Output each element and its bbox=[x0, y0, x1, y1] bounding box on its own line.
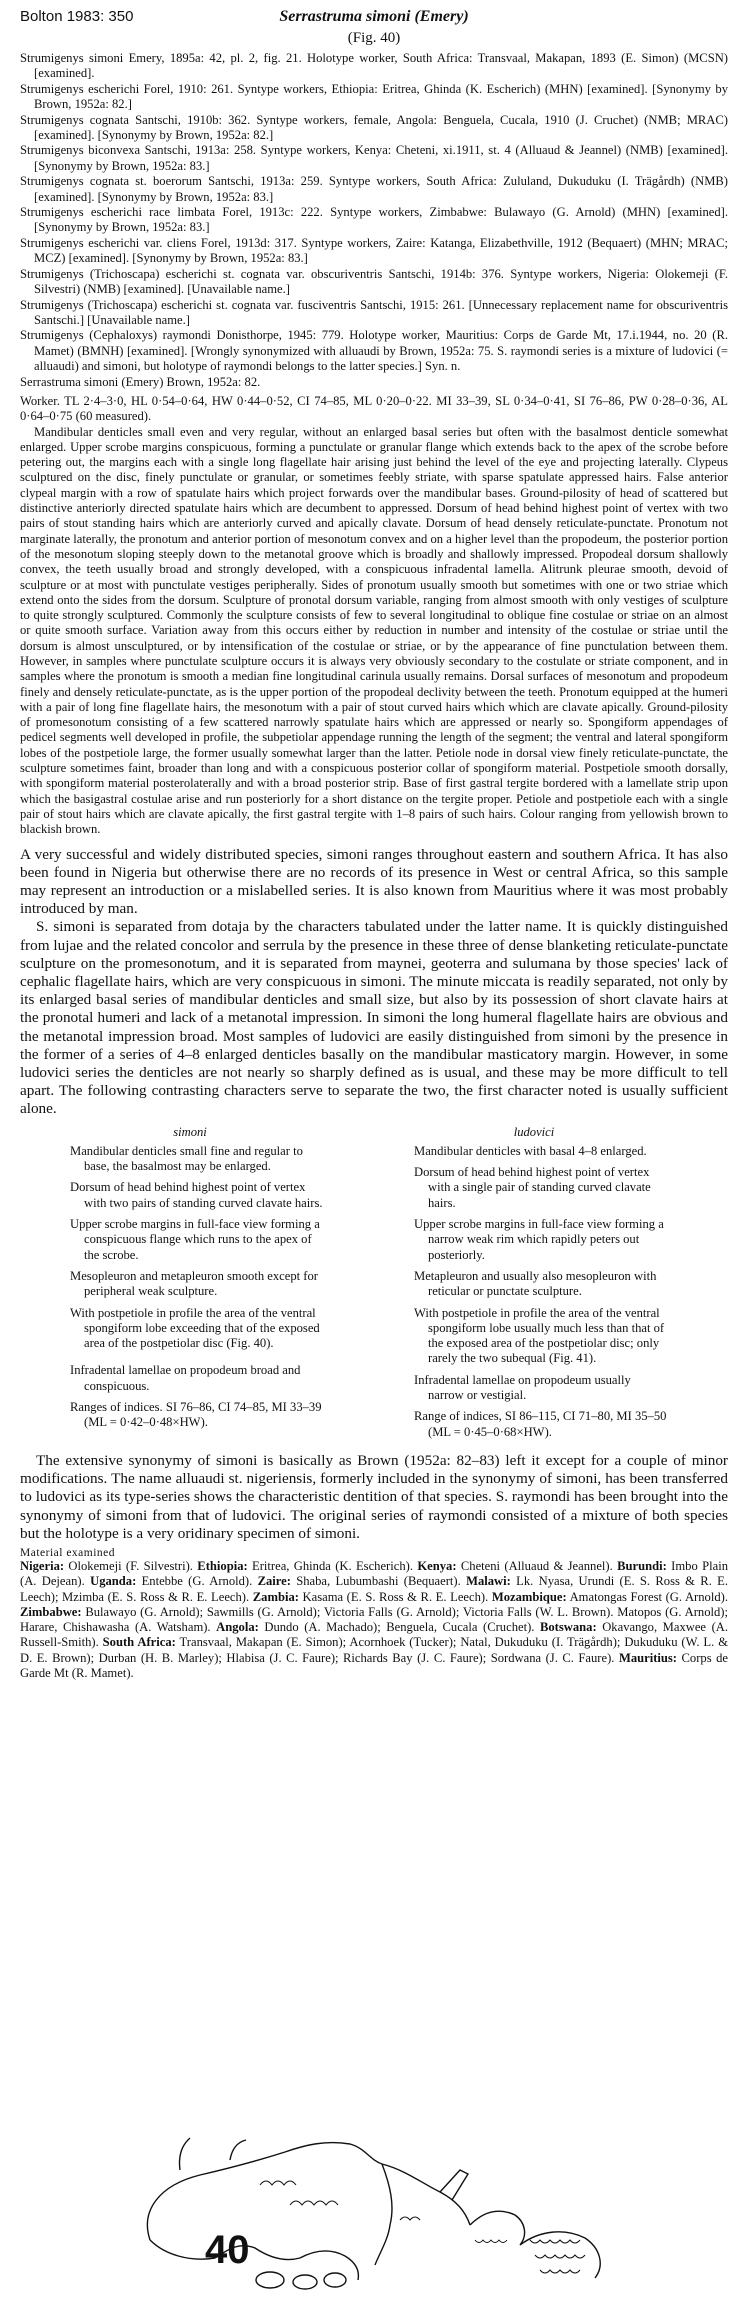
locality: Amatongas Forest (G. Arnold). bbox=[566, 1589, 728, 1604]
country: Botswana: bbox=[539, 1620, 597, 1635]
character: Ranges of indices. SI 76–86, CI 74–85, MI 33–39 (ML = 0·42–0·48×HW). bbox=[70, 1400, 322, 1430]
character: Dorsum of head behind highest point of vertex with a single pair of standing curved clavate hairs. bbox=[414, 1165, 651, 1210]
synonymy-entry: Strumigenys (Trichoscapa) escherichi st. cognata var. obscuriventris Santschi, 1914b: 376. Syntype workers, Nigeria: Olokemeji (F. Silvestri) (NMB) [examined]. [Unavailable name.] bbox=[20, 266, 728, 297]
spongiform-pattern bbox=[530, 2240, 580, 2243]
character: With postpetiole in profile the area of the ventral spongiform lobe exceeding that of the exposed area of the postpetiolar disc (Fig. 40). bbox=[70, 1305, 320, 1351]
character: Mesopleuron and metapleuron smooth except for peripheral weak sculpture. bbox=[70, 1268, 318, 1299]
spongiform-pattern bbox=[540, 2270, 580, 2273]
character: Infradental lamellae on propodeum usually narrow or vestigial. bbox=[414, 1372, 631, 1403]
species-title: Serrastruma simoni (Emery) bbox=[279, 8, 469, 25]
figure-number: 40 bbox=[205, 2228, 250, 2272]
discussion-paragraph: A very successful and widely distributed species, simoni ranges throughout eastern and southern Africa. It has also been found in Nigeria but otherwise there are no records of its presence in West or central Africa, so this sample may represent an introduction or a mislabelled series. It is also known from Mauritius where it was most probably introduced by man. bbox=[20, 845, 728, 918]
flagellate-hair bbox=[230, 2140, 246, 2160]
country: Zimbabwe: bbox=[20, 1604, 82, 1619]
locality: Shaba, Lubumbashi (Bequaert). bbox=[290, 1574, 461, 1589]
propodeum-outline bbox=[375, 2164, 392, 2265]
worker-measurements: Worker. TL 2·4–3·0, HL 0·54–0·64, HW 0·44–0·52, CI 74–85, ML 0·20–0·22. MI 33–39, SL 0·34–0·41, SI 76–86, PW 0·28–0·36, AL 0·64–0·75 (60 measured). bbox=[20, 393, 728, 424]
flagellate-hair bbox=[179, 2138, 190, 2170]
synonymy-entry: Strumigenys (Cephaloxys) raymondi Donisthorpe, 1945: 779. Holotype worker, Mauritius: Corps de Garde Mt, 17.i.1944, no. 20 (R. Mamet) (BMNH) [examined]. [Wrongly synonymized with alluaudi by Brown, 1952a: 75. S. raymondi series is a mixture of ludovici (= alluaudi) and simoni, but holotype of raymondi belongs to the latter species.] Syn. n. bbox=[20, 328, 728, 374]
character: Range of indices, SI 86–115, CI 71–80, MI 35–50 (ML = 0·45–0·68×HW). bbox=[414, 1409, 667, 1439]
synonymy-entry: Strumigenys cognata Santschi, 1910b: 362. Syntype workers, female, Angola: Benguela, Cucala, 1910 (J. Cruchet) (NMB; MRAC) [examined]. [Synonymy by Brown, 1952a: 82.] bbox=[20, 112, 728, 143]
synonymy-entry: Strumigenys escherichi race limbata Forel, 1913c: 222. Syntype workers, Zimbabwe: Bulawayo (G. Arnold) (MHN) [examined]. [Synonymy by Brown, 1952a: 83.] bbox=[20, 205, 728, 235]
ant-profile-illustration bbox=[120, 2130, 640, 2290]
country: Mauritius: bbox=[618, 1650, 678, 1665]
locality: Bulawayo (G. Arnold); Sawmills (G. Arnold); Victoria Falls (G. Arnold); Victoria Falls (W. L. Brown). Matopos (G. Arnold); Harare, Chishawasha (A. Watsham). bbox=[20, 1604, 728, 1635]
discussion-paragraph: S. simoni is separated from dotaja by the characters tabulated under the latter name. It is quickly distinguished from lujae and the related concolor and serrula by the presence in these three of dense blanketing reticulate-punctate sculpture on the promesonotum, and it is separated from maynei, geoterra and sulumana by those species' lack of cephalic flagellate hairs, which are very conspicuous in simoni. The minute miccata is readily separated, not only by its enlarged basal series of mandibular denticles and small size, but also by its possession of short clavate hairs at the pronotal humeri and lack of a metanotal impression. In simoni the long humeral flagellate hairs are obvious and the metanotal impression broad. Most samples of ludovici are easily distinguished from simoni by the presence in the former of a series of 4–8 enlarged denticles basally on the mandibular masticatory margin. However, in some ludovici series the denticles are not nearly so sharply defined as is usual, and these may be more difficult to tell apart. The following contrasting characters serve to separate the two, the first character noted is usually sufficient alone. bbox=[20, 918, 728, 1118]
propodeal-spine bbox=[440, 2170, 468, 2200]
synonymy-entry: Strumigenys cognata st. boerorum Santschi, 1913a: 259. Syntype workers, South Africa: Zululand, Dukuduku (I. Trägårdh) (NMB) [examined]. [Synonymy by Brown, 1952a: 83.] bbox=[20, 174, 728, 204]
material-heading: Material examined bbox=[20, 1546, 116, 1559]
synonymy-discussion: The extensive synonymy of simoni is basically as Brown (1952a: 82–83) left it except for a couple of minor modifications. The name alluaudi st. nigeriensis, formerly included in the synonymy of simoni, has been transferred to ludovici as its type-series shows the characteristic dentition of that species. S. raymondi has been brought into the synonymy of simoni from that of ludovici. The original series of raymondi consisted of a mixture of both species but the holotype is a very oridinary specimen of simoni. bbox=[20, 1451, 728, 1542]
figure-reference: (Fig. 40) bbox=[347, 30, 401, 46]
sculpture-pattern bbox=[400, 2217, 420, 2220]
synonymy-entry: Serrastruma simoni (Emery) Brown, 1952a: 82. bbox=[20, 374, 261, 389]
locality: Corps de Garde Mt (R. Mamet). bbox=[20, 1650, 728, 1681]
country: Zaire: bbox=[257, 1574, 291, 1589]
column-heading: ludovici bbox=[513, 1124, 555, 1139]
character: Mandibular denticles with basal 4–8 enlarged. bbox=[414, 1143, 647, 1158]
character: Metapleuron and usually also mesopleuron with reticular or punctate sculpture. bbox=[414, 1268, 657, 1299]
material-list bbox=[20, 1559, 728, 1681]
petiole-outline bbox=[470, 2211, 525, 2245]
country: South Africa: bbox=[102, 1635, 176, 1650]
synonymy-entry: Strumigenys (Trichoscapa) escherichi st. cognata var. fusciventris Santschi, 1915: 261. [Unnecessary replacement name for obscuriventris Santschi.] [Unavailable name.] bbox=[20, 297, 728, 327]
column-heading: simoni bbox=[173, 1124, 207, 1139]
character: Upper scrobe margins in full-face view forming a conspicuous flange which runs to the apex of the scrobe. bbox=[70, 1217, 320, 1262]
locality: Kasama (E. S. Ross & R. E. Leech). bbox=[298, 1589, 489, 1604]
page-header bbox=[20, 8, 728, 28]
worker-characters: Mandibular denticles small even and very regular, without an enlarged basal series but often with the basalmost denticle somewhat enlarged. Upper scrobe margins conspicuous, forming a punctulate or granular flange which extends back to the apex of the scrobe before petering out, the margins each with a single long flagellate hair arising just behind the level of the eye and projecting laterally. Clypeus sculptured on the disc, finely punctulate or granular, or sometimes feebly striate, with sparse spatulate appressed hairs. False anterior clypeal margin with a row of spatulate hairs which project forwards over the mandibular bases. Ground-pilosity of head of scattered but distinctive anteriorly directed spatulate hairs which are decumbent to appressed. Dorsum of head behind highest point of vertex with two pairs of stout standing hairs which are anteriorly curved and apically clavate. Dorsum of head densely reticulate-punctate. Pronotum not marginate laterally, the pronotum and anterior portion of mesonotum convex and on a higher level than the propodeum, the posterior portion of the mesonotum sloping steeply down to the metanotal groove which is broadly and shallowly impressed. Propodeal dorsum shallowly convex, the teeth usually broad and strongly developed, with a conspicuous infradental lamella. Alitrunk pleurae smooth, devoid of sculpture or at most with punctulate vestiges peripherally. Sides of pronotum usually smooth but sometimes with one or two striae which extend onto the sides from the dorsum. Sculpture of pronotal dorsum variable, ranging from almost smooth with only vestiges of sculpture to quite strongly sculptured. Commonly the sculpture consists of few to several longitudinal to oblique fine costulae or striae on an almost or quite smooth surface. Variation away from this occurs either by reduction in number and intensity of the costulae or striae until the dorsum is almost unsculptured, or by intensification of the costulae or striae, or by the appearance of fine punctulation between them. However, in samples where punctulate sculpture occurs it is always very obviously secondary to the costulate or striate component, and in samples where the pronotum is smooth a median fine longitudinal carinula usually remains. Dorsal surfaces of mesonotum and propodeum finely and densely reticulate-punctate, as is the upper portion of the propodeal declivity between the teeth. Pronotum equipped at the humeri with a pair of long fine flagellate hairs, the mesonotum with a pair of stout curved hairs which which are clavate apically. Ground-pilosity of promesonotum consisting of a few scattered narrowly spatulate hairs which are appressed or nearly so. Spongiform appendages of pedicel segments well developed in profile, the subpetiolar appendage running the length of the segment; the ventral and lateral spongiform lobes of the postpetiole large, the former usually somewhat larger than the latter. Petiole node in dorsal view finely reticulate-punctate, the sculpture sometimes faint, broader than long and with a conspicuous posterior collar of spongiform material. Postpetiole smooth dorsally, with spongiform material posterolaterally and with a broad posterior strip. Base of first gastral tergite bordered with a lamellate strip upon which the basigastral costulae arise and run posteriorly for a short distance on the tergite proper. Petiole and postpetiole each with a single pair of stout hairs which are clavate apically, the first gastral tergite with 1–8 pairs of such hairs. Colour ranging from yellowish brown to blackish brown. bbox=[20, 424, 728, 837]
synonymy-entry: Strumigenys escherichi var. cliens Forel, 1913d: 317. Syntype workers, Zaire: Katanga, Elizabethville, 1912 (Bequaert) (MHN; MRAC; MCZ) [examined]. [Synonymy by Brown, 1952a: 83.] bbox=[20, 235, 728, 266]
postpetiole-outline bbox=[520, 2232, 600, 2278]
worker-description bbox=[20, 394, 728, 838]
leg-segment bbox=[256, 2272, 284, 2288]
locality: Imbo Plain (A. Dejean). bbox=[20, 1558, 728, 1589]
alitrunk-outline bbox=[147, 2143, 470, 2240]
country: Angola: bbox=[216, 1620, 259, 1635]
comparison-column-ludovici bbox=[374, 1125, 728, 1446]
country: Nigeria: bbox=[20, 1558, 65, 1573]
country: Mozambique: bbox=[491, 1589, 567, 1604]
character: Infradental lamellae on propodeum broad and conspicuous. bbox=[70, 1363, 301, 1393]
spongiform-pattern bbox=[535, 2255, 585, 2258]
locality: Entebbe (G. Arnold). bbox=[136, 1574, 253, 1589]
synonymy-entry: Strumigenys escherichi Forel, 1910: 261. Syntype workers, Ethiopia: Eritrea, Ghinda (K. Escherich) (MHN) [examined]. [Synonymy by Brown, 1952a: 82.] bbox=[20, 81, 728, 112]
character: Mandibular denticles small fine and regular to base, the basalmost may be enlarged. bbox=[70, 1143, 303, 1174]
country: Zambia: bbox=[252, 1589, 299, 1604]
character: With postpetiole in profile the area of the ventral spongiform lobe usually much less than that of the exposed area of the postpetiolar disc; only rarely the two subequal (Fig. 41). bbox=[414, 1305, 665, 1366]
country: Ethiopia: bbox=[197, 1558, 248, 1573]
discussion bbox=[20, 846, 728, 1119]
reference: Bolton 1983: 350 bbox=[20, 8, 134, 25]
character: Upper scrobe margins in full-face view forming a narrow weak rim which rapidly peters out posteriorly. bbox=[414, 1217, 664, 1262]
synonymy-entry: Strumigenys biconvexa Santschi, 1913a: 258. Syntype workers, Kenya: Cheteni, xi.1911, st. 4 (Alluaud & Jeannel) (NMB) [examined]. [Synonymy by Brown, 1952a: 83.] bbox=[20, 143, 728, 173]
page bbox=[20, 8, 728, 1681]
locality: Okavango, Maxwee (A. Russell-Smith). bbox=[20, 1620, 729, 1650]
country: Kenya: bbox=[417, 1558, 457, 1573]
country: Malawi: bbox=[466, 1574, 511, 1589]
comparison-table bbox=[20, 1125, 728, 1446]
spongiform-pattern bbox=[475, 2240, 507, 2243]
locality: Olokemeji (F. Silvestri). bbox=[64, 1558, 193, 1573]
locality: Cheteni (Alluaud & Jeannel). bbox=[456, 1558, 613, 1573]
locality: Lk. Nyasa, Urundi (E. S. Ross & R. E. Leech); Mzimba (E. S. Ross & R. E. Leech). bbox=[20, 1574, 728, 1604]
comparison-column-simoni bbox=[20, 1125, 374, 1446]
country: Burundi: bbox=[617, 1558, 667, 1573]
locality: Dundo (A. Machado); Benguela, Cucala (Cruchet). bbox=[258, 1620, 535, 1635]
synonymy-entry: Strumigenys simoni Emery, 1895a: 42, pl. 2, fig. 21. Holotype worker, South Africa: Transvaal, Makapan, 1893 (E. Simon) (MCSN) [examined]. bbox=[20, 51, 728, 81]
locality: Transvaal, Makapan (E. Simon); Acornhoek (Tucker); Natal, Dukuduku (I. Trägårdh); Dukuduku (W. L. & D. E. Brown); Durban (H. B. Marley); Hlabisa (J. C. Faure); Richards Bay (J. C. Faure); Sordwana (J. C. Faure). bbox=[20, 1635, 728, 1665]
sculpture-pattern bbox=[260, 2181, 296, 2185]
leg-segment bbox=[324, 2273, 346, 2287]
sculpture-pattern bbox=[290, 2201, 338, 2205]
locality: Eritrea, Ghinda (K. Escherich). bbox=[247, 1558, 413, 1573]
country: Uganda: bbox=[90, 1574, 137, 1589]
character: Dorsum of head behind highest point of vertex with two pairs of standing curved clavate hairs. bbox=[70, 1180, 323, 1210]
synonymy-list bbox=[20, 51, 728, 390]
leg-segment bbox=[293, 2275, 317, 2289]
